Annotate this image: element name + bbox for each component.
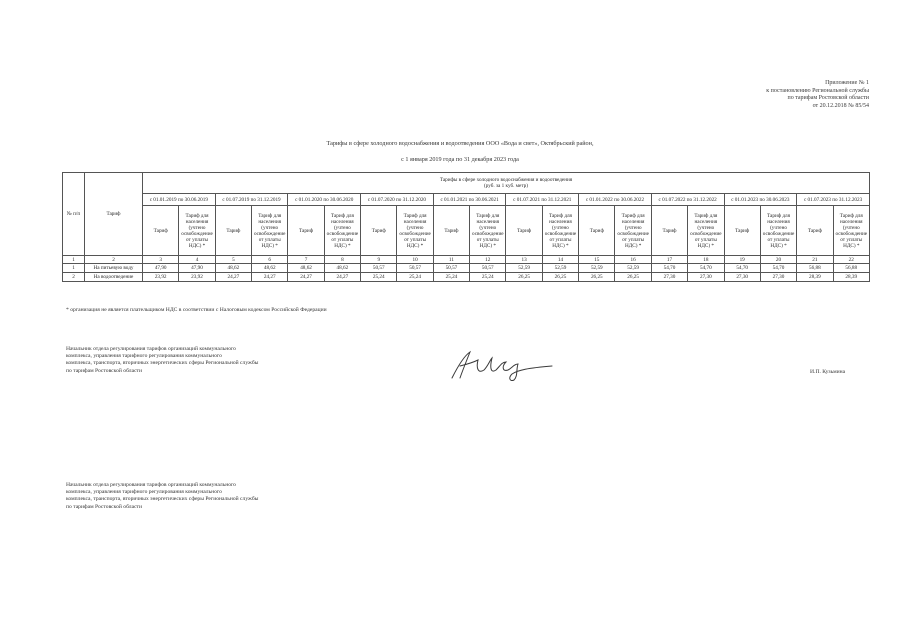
subheader-population-tariff: Тариф для населения (учтено освобождение от уплаты НДС) * [760, 206, 796, 256]
tariff-value: 48,62 [252, 264, 288, 273]
tariff-value: 54,70 [651, 264, 687, 273]
column-number: 15 [579, 256, 615, 264]
tariff-value: 50,57 [361, 264, 397, 273]
column-number: 17 [651, 256, 687, 264]
tariff-value: 23,92 [143, 273, 179, 282]
subheader-population-tariff: Тариф для населения (учтено освобождение от уплаты НДС) * [324, 206, 360, 256]
appendix-note [649, 80, 869, 110]
position-line: по тарифам Ростовской области [66, 367, 142, 374]
appendix-line: Приложение № 1 [825, 80, 869, 86]
appendix-line: по тарифам Ростовской области [787, 95, 869, 102]
document-period: с 1 января 2019 года по 31 декабря 2023 года [401, 156, 519, 163]
column-number: 11 [433, 256, 469, 264]
footnote: * организация не является плательщиком НДС в соответствии с Налоговым кодексом Российской Федерации [66, 307, 327, 313]
tariff-value: 50,57 [397, 264, 433, 273]
column-number: 19 [724, 256, 760, 264]
column-number: 4 [179, 256, 215, 264]
position-line: по тарифам Ростовской области [66, 503, 142, 510]
subheader-tariff: Тариф [579, 206, 615, 256]
subheader-tariff: Тариф [651, 206, 687, 256]
position-line: Начальник отдела регулирования тарифов организаций коммунального [66, 346, 236, 352]
tariff-value: 54,70 [688, 264, 724, 273]
period-header: с 01.01.2020 по 30.06.2020 [288, 194, 361, 206]
tariff-value: 26,25 [579, 273, 615, 282]
period-header: с 01.01.2019 по 30.06.2019 [143, 194, 216, 206]
column-number: 5 [215, 256, 251, 264]
period-header: с 01.01.2023 по 30.06.2023 [724, 194, 797, 206]
tariff-value: 54,70 [724, 264, 760, 273]
column-number: 20 [760, 256, 796, 264]
column-number: 7 [288, 256, 324, 264]
column-number: 6 [252, 256, 288, 264]
tariff-value: 48,62 [215, 264, 251, 273]
tariff-value: 24,27 [252, 273, 288, 282]
header-group-title: Тарифы в сфере холодного водоснабжения и водоотведения [439, 177, 573, 183]
tariff-value: 27,30 [760, 273, 796, 282]
tariff-value: 27,30 [724, 273, 760, 282]
column-number: 3 [143, 256, 179, 264]
tariff-value: 23,92 [179, 273, 215, 282]
column-number: 13 [506, 256, 542, 264]
tariff-value: 27,30 [688, 273, 724, 282]
period-header: с 01.07.2023 по 31.12.2023 [797, 194, 870, 206]
subheader-population-tariff: Тариф для населения (учтено освобождение от уплаты НДС) * [688, 206, 724, 256]
tariff-value: 52,59 [542, 264, 578, 273]
subheader-population-tariff: Тариф для населения (учтено освобождение от уплаты НДС) * [542, 206, 578, 256]
tariff-value: 47,90 [179, 264, 215, 273]
column-number: 8 [324, 256, 360, 264]
position-line: комплекса, управления тарифного регулирования коммунального [66, 489, 222, 496]
table-row [63, 273, 870, 282]
subheader-population-tariff: Тариф для населения (учтено освобождение от уплаты НДС) * [615, 206, 651, 256]
header-group [143, 173, 870, 194]
column-number: 12 [470, 256, 506, 264]
column-number: 21 [797, 256, 833, 264]
subheader-tariff: Тариф [433, 206, 469, 256]
signature-block-copy [66, 482, 306, 511]
document-title: Тарифы в сфере холодного водоснабжения и водоотведения ООО «Вода и свет», Октябрьский район, [326, 140, 594, 147]
column-number: 16 [615, 256, 651, 264]
tariff-value: 48,62 [288, 264, 324, 273]
column-number: 2 [85, 256, 143, 264]
subheader-population-tariff: Тариф для населения (учтено освобождение от уплаты НДС) * [470, 206, 506, 256]
tariff-value: 52,59 [579, 264, 615, 273]
tariff-value: 24,27 [288, 273, 324, 282]
subheader-population-tariff: Тариф для населения (учтено освобождение от уплаты НДС) * [252, 206, 288, 256]
column-number: 10 [397, 256, 433, 264]
appendix-line: от 20.12.2018 № 85/54 [812, 102, 869, 109]
tariff-value: 26,25 [542, 273, 578, 282]
subheader-tariff: Тариф [506, 206, 542, 256]
tariff-value: 25,24 [470, 273, 506, 282]
row-number: 2 [63, 273, 85, 282]
position-line: комплекса, транспорта, вторичных энергетических сферы Региональной службы [66, 496, 259, 503]
header-tariff: Тариф [85, 173, 143, 256]
column-number: 18 [688, 256, 724, 264]
appendix-line: к постановлению Региональной службы [766, 87, 869, 94]
period-header: с 01.01.2022 по 30.06.2022 [579, 194, 652, 206]
subheader-tariff: Тариф [361, 206, 397, 256]
column-number: 9 [361, 256, 397, 264]
tariff-value: 52,59 [615, 264, 651, 273]
position-line: комплекса, управления тарифного регулирования коммунального [66, 353, 222, 360]
signature-block [66, 346, 306, 375]
tariff-value: 26,25 [615, 273, 651, 282]
row-number: 1 [63, 264, 85, 273]
tariff-value: 50,57 [470, 264, 506, 273]
handwritten-signature [448, 348, 558, 382]
period-header: с 01.07.2022 по 31.12.2022 [651, 194, 724, 206]
subheader-population-tariff: Тариф для населения (учтено освобождение от уплаты НДС) * [833, 206, 869, 256]
subheader-tariff: Тариф [143, 206, 179, 256]
period-header: с 01.07.2019 по 31.12.2019 [215, 194, 288, 206]
tariff-value: 47,90 [143, 264, 179, 273]
column-number: 1 [63, 256, 85, 264]
position-line: комплекса, транспорта, вторичных энергетических сферы Региональной службы [66, 360, 259, 367]
tariff-value: 56,88 [833, 264, 869, 273]
tariff-value: 50,57 [433, 264, 469, 273]
tariff-value: 48,62 [324, 264, 360, 273]
header-num: № п/п [63, 173, 85, 256]
subheader-population-tariff: Тариф для населения (учтено освобождение от уплаты НДС) * [397, 206, 433, 256]
row-tariff-name: На водоотведение [85, 273, 143, 282]
header-group-unit: (руб. за 1 куб. метр) [484, 183, 528, 189]
column-number: 14 [542, 256, 578, 264]
tariff-value: 24,27 [324, 273, 360, 282]
tariff-value: 24,27 [215, 273, 251, 282]
tariff-value: 28,39 [797, 273, 833, 282]
period-header: с 01.07.2020 по 31.12.2020 [361, 194, 434, 206]
subheader-population-tariff: Тариф для населения (учтено освобождение от уплаты НДС) * [179, 206, 215, 256]
subheader-tariff: Тариф [724, 206, 760, 256]
tariff-value: 28,39 [833, 273, 869, 282]
tariff-value: 54,70 [760, 264, 796, 273]
period-header: с 01.01.2021 по 30.06.2021 [433, 194, 506, 206]
tariff-value: 26,25 [506, 273, 542, 282]
period-header: с 01.07.2021 по 31.12.2021 [506, 194, 579, 206]
signer-name: И.П. Кузьмина [810, 369, 846, 375]
position-line: Начальник отдела регулирования тарифов организаций коммунального [66, 482, 236, 488]
tariff-table [62, 172, 870, 282]
subheader-tariff: Тариф [288, 206, 324, 256]
tariff-value: 25,24 [397, 273, 433, 282]
subheader-tariff: Тариф [797, 206, 833, 256]
subheader-tariff: Тариф [215, 206, 251, 256]
row-tariff-name: На питьевую воду [85, 264, 143, 273]
column-number: 22 [833, 256, 869, 264]
tariff-value: 25,24 [361, 273, 397, 282]
tariff-value: 56,88 [797, 264, 833, 273]
tariff-value: 27,30 [651, 273, 687, 282]
table-row [63, 264, 870, 273]
tariff-value: 52,59 [506, 264, 542, 273]
tariff-value: 25,24 [433, 273, 469, 282]
